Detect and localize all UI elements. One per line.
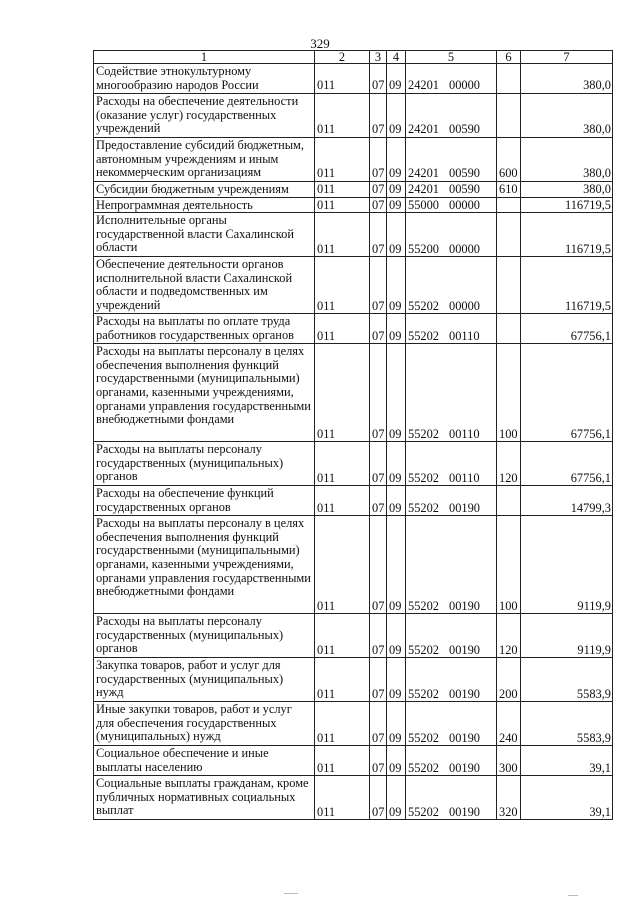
target-article-program: 55200 — [408, 241, 439, 256]
section-code: 07 — [370, 614, 387, 658]
subsection-code: 09 — [387, 658, 406, 702]
row-name: Расходы на обеспечение функций государственных органов — [94, 486, 315, 516]
budget-table — [93, 50, 613, 820]
target-article-code — [406, 64, 497, 94]
target-article-code — [406, 213, 497, 257]
row-name: Предоставление субсидий бюджетным, автономным учреждениям и иным некоммерческим организациям — [94, 138, 315, 182]
target-article-program: 55202 — [408, 298, 439, 313]
target-article-direction: 00190 — [449, 598, 480, 613]
target-article-program: 55202 — [408, 598, 439, 613]
target-article-code — [406, 486, 497, 516]
amount-value: 5583,9 — [521, 658, 613, 702]
table-row — [94, 257, 613, 314]
expense-type-code — [497, 64, 521, 94]
target-article-code — [406, 138, 497, 182]
column-header: 2 — [315, 51, 370, 64]
target-article-code — [406, 516, 497, 614]
column-header: 7 — [521, 51, 613, 64]
section-code: 07 — [370, 658, 387, 702]
target-article-direction: 00110 — [449, 470, 480, 485]
target-article-program: 55202 — [408, 804, 439, 819]
section-code: 07 — [370, 138, 387, 182]
target-article-direction: 00190 — [449, 730, 480, 745]
table-row — [94, 64, 613, 94]
table-body — [94, 64, 613, 820]
target-article-program: 24201 — [408, 166, 439, 181]
target-article-program: 55000 — [408, 197, 439, 212]
amount-value: 67756,1 — [521, 442, 613, 486]
row-name: Исполнительные органы государственной власти Сахалинской области — [94, 213, 315, 257]
subsection-code: 09 — [387, 344, 406, 442]
subsection-code: 09 — [387, 516, 406, 614]
table-row — [94, 213, 613, 257]
subsection-code: 09 — [387, 94, 406, 138]
expense-type-code — [497, 314, 521, 344]
target-article-direction: 00110 — [449, 426, 480, 441]
target-article-direction: 00190 — [449, 686, 480, 701]
subsection-code: 09 — [387, 213, 406, 257]
section-code: 07 — [370, 442, 387, 486]
admin-code: 011 — [315, 442, 370, 486]
admin-code: 011 — [315, 197, 370, 213]
table-row — [94, 182, 613, 198]
subsection-code: 09 — [387, 197, 406, 213]
target-article-program: 55202 — [408, 470, 439, 485]
admin-code: 011 — [315, 64, 370, 94]
expense-type-code — [497, 213, 521, 257]
expense-type-code: 320 — [497, 776, 521, 820]
scan-artifact — [568, 895, 578, 896]
expense-type-code: 610 — [497, 182, 521, 198]
target-article-direction: 00590 — [449, 166, 480, 181]
admin-code: 011 — [315, 213, 370, 257]
admin-code: 011 — [315, 138, 370, 182]
subsection-code: 09 — [387, 614, 406, 658]
row-name: Расходы на выплаты по оплате труда работников государственных органов — [94, 314, 315, 344]
target-article-program: 55202 — [408, 760, 439, 775]
column-header: 1 — [94, 51, 315, 64]
row-name: Расходы на выплаты персоналу государственных (муниципальных) органов — [94, 614, 315, 658]
row-name: Содействие этнокультурному многообразию народов России — [94, 64, 315, 94]
row-name: Непрограммная деятельность — [94, 197, 315, 213]
amount-value: 39,1 — [521, 746, 613, 776]
table-row — [94, 658, 613, 702]
target-article-program: 55202 — [408, 426, 439, 441]
column-number-row — [94, 51, 613, 64]
row-name: Иные закупки товаров, работ и услуг для обеспечения государственных (муниципальных) нужд — [94, 702, 315, 746]
target-article-direction: 00000 — [449, 197, 480, 212]
subsection-code: 09 — [387, 182, 406, 198]
target-article-program: 55202 — [408, 642, 439, 657]
target-article-code — [406, 746, 497, 776]
expense-type-code — [497, 486, 521, 516]
target-article-code — [406, 197, 497, 213]
amount-value: 9119,9 — [521, 516, 613, 614]
expense-type-code: 600 — [497, 138, 521, 182]
table-row — [94, 614, 613, 658]
target-article-direction: 00590 — [449, 182, 480, 196]
expense-type-code: 120 — [497, 442, 521, 486]
target-article-code — [406, 776, 497, 820]
subsection-code: 09 — [387, 442, 406, 486]
subsection-code: 09 — [387, 702, 406, 746]
amount-value: 380,0 — [521, 94, 613, 138]
amount-value: 380,0 — [521, 182, 613, 198]
section-code: 07 — [370, 182, 387, 198]
target-article-direction: 00000 — [449, 298, 480, 313]
admin-code: 011 — [315, 746, 370, 776]
section-code: 07 — [370, 64, 387, 94]
expense-type-code: 120 — [497, 614, 521, 658]
section-code: 07 — [370, 197, 387, 213]
amount-value: 116719,5 — [521, 213, 613, 257]
table-row — [94, 314, 613, 344]
target-article-code — [406, 442, 497, 486]
target-article-direction: 00190 — [449, 500, 480, 515]
page-number: 329 — [310, 36, 330, 51]
row-name: Субсидии бюджетным учреждениям — [94, 182, 315, 198]
expense-type-code: 100 — [497, 344, 521, 442]
row-name: Расходы на выплаты персоналу в целях обеспечения выполнения функций государственными (муниципальными) органами, казенными учреждениями, органами управления государственными внебюджетными фондами — [94, 516, 315, 614]
amount-value: 67756,1 — [521, 344, 613, 442]
row-name: Расходы на обеспечение деятельности (оказание услуг) государственных учреждений — [94, 94, 315, 138]
column-header: 5 — [406, 51, 497, 64]
row-name: Расходы на выплаты персоналу в целях обеспечения выполнения функций государственными (муниципальными) органами, казенными учреждениями, органами управления государственными внебюджетными фондами — [94, 344, 315, 442]
target-article-program: 55202 — [408, 730, 439, 745]
table-row — [94, 746, 613, 776]
target-article-code — [406, 94, 497, 138]
column-header: 3 — [370, 51, 387, 64]
section-code: 07 — [370, 94, 387, 138]
table-row — [94, 516, 613, 614]
section-code: 07 — [370, 314, 387, 344]
table-row — [94, 702, 613, 746]
admin-code: 011 — [315, 516, 370, 614]
amount-value: 14799,3 — [521, 486, 613, 516]
target-article-direction: 00000 — [449, 241, 480, 256]
amount-value: 9119,9 — [521, 614, 613, 658]
admin-code: 011 — [315, 776, 370, 820]
target-article-code — [406, 614, 497, 658]
subsection-code: 09 — [387, 486, 406, 516]
subsection-code: 09 — [387, 314, 406, 344]
section-code: 07 — [370, 702, 387, 746]
admin-code: 011 — [315, 94, 370, 138]
section-code: 07 — [370, 213, 387, 257]
target-article-program: 55202 — [408, 500, 439, 515]
amount-value: 380,0 — [521, 64, 613, 94]
table-row — [94, 486, 613, 516]
expense-type-code — [497, 257, 521, 314]
target-article-direction: 00110 — [449, 328, 480, 343]
target-article-direction: 00190 — [449, 760, 480, 775]
amount-value: 67756,1 — [521, 314, 613, 344]
target-article-code — [406, 702, 497, 746]
expense-type-code: 200 — [497, 658, 521, 702]
expense-type-code: 240 — [497, 702, 521, 746]
row-name: Обеспечение деятельности органов исполнительной власти Сахалинской области и подведомственных им учреждений — [94, 257, 315, 314]
amount-value: 380,0 — [521, 138, 613, 182]
column-header: 6 — [497, 51, 521, 64]
scan-artifact — [284, 893, 298, 894]
admin-code: 011 — [315, 344, 370, 442]
target-article-direction: 00000 — [449, 78, 480, 93]
table-row — [94, 344, 613, 442]
target-article-code — [406, 257, 497, 314]
amount-value: 5583,9 — [521, 702, 613, 746]
table-row — [94, 94, 613, 138]
table-row — [94, 197, 613, 213]
target-article-program: 24201 — [408, 122, 439, 137]
target-article-code — [406, 182, 497, 198]
expense-type-code — [497, 197, 521, 213]
section-code: 07 — [370, 344, 387, 442]
admin-code: 011 — [315, 182, 370, 198]
expense-type-code — [497, 94, 521, 138]
amount-value: 116719,5 — [521, 197, 613, 213]
table-row — [94, 442, 613, 486]
subsection-code: 09 — [387, 746, 406, 776]
expense-type-code: 100 — [497, 516, 521, 614]
target-article-direction: 00190 — [449, 642, 480, 657]
section-code: 07 — [370, 746, 387, 776]
admin-code: 011 — [315, 658, 370, 702]
subsection-code: 09 — [387, 257, 406, 314]
row-name: Расходы на выплаты персоналу государственных (муниципальных) органов — [94, 442, 315, 486]
amount-value: 39,1 — [521, 776, 613, 820]
section-code: 07 — [370, 486, 387, 516]
subsection-code: 09 — [387, 776, 406, 820]
target-article-program: 24201 — [408, 182, 439, 196]
admin-code: 011 — [315, 486, 370, 516]
admin-code: 011 — [315, 614, 370, 658]
target-article-direction: 00190 — [449, 804, 480, 819]
table-row — [94, 138, 613, 182]
section-code: 07 — [370, 516, 387, 614]
subsection-code: 09 — [387, 138, 406, 182]
target-article-code — [406, 658, 497, 702]
table-row — [94, 776, 613, 820]
section-code: 07 — [370, 257, 387, 314]
target-article-code — [406, 344, 497, 442]
row-name: Социальное обеспечение и иные выплаты населению — [94, 746, 315, 776]
column-header: 4 — [387, 51, 406, 64]
target-article-direction: 00590 — [449, 122, 480, 137]
row-name: Социальные выплаты гражданам, кроме публичных нормативных социальных выплат — [94, 776, 315, 820]
admin-code: 011 — [315, 257, 370, 314]
admin-code: 011 — [315, 702, 370, 746]
target-article-program: 55202 — [408, 328, 439, 343]
row-name: Закупка товаров, работ и услуг для государственных (муниципальных) нужд — [94, 658, 315, 702]
target-article-code — [406, 314, 497, 344]
target-article-program: 55202 — [408, 686, 439, 701]
subsection-code: 09 — [387, 64, 406, 94]
expense-type-code: 300 — [497, 746, 521, 776]
target-article-program: 24201 — [408, 78, 439, 93]
admin-code: 011 — [315, 314, 370, 344]
section-code: 07 — [370, 776, 387, 820]
amount-value: 116719,5 — [521, 257, 613, 314]
